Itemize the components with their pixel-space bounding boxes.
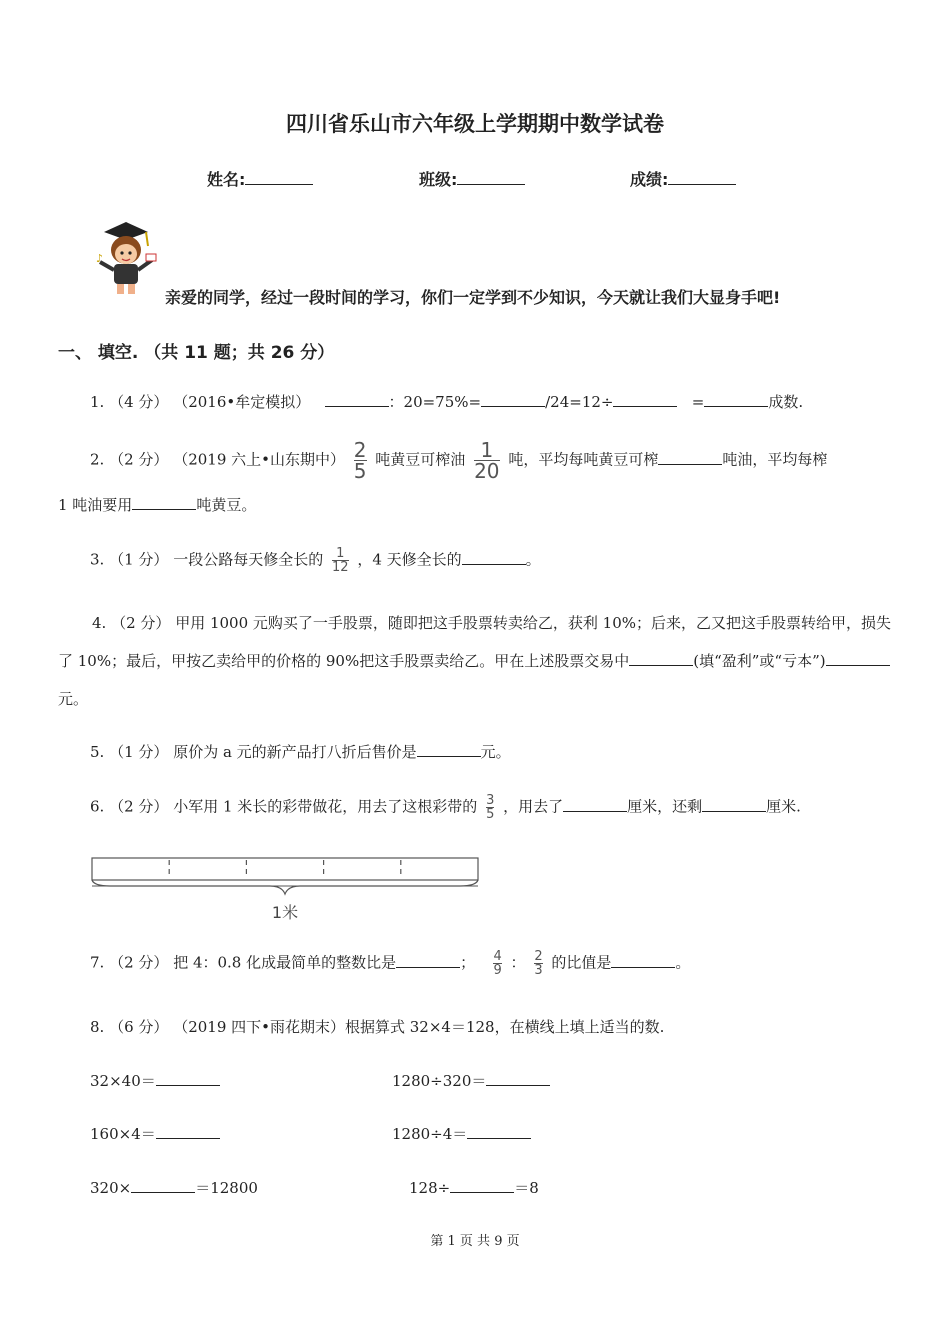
q7-frac2-den: 3 [534, 963, 543, 978]
score-label: 成绩: [630, 170, 669, 189]
q8-row-3a [90, 1178, 258, 1198]
q7-text-3: ： [510, 953, 526, 972]
q3-text-2: ，4 天修全长的 [357, 550, 462, 569]
q5-blank[interactable] [417, 742, 481, 757]
q3-text-3: 。 [525, 550, 541, 569]
q4-text-2: (填“盈利”或“亏本”) [693, 652, 826, 670]
ribbon-bar [92, 858, 478, 880]
q8-r3b-text-2: ＝8 [514, 1179, 539, 1197]
question-8 [90, 1017, 664, 1037]
page-footer: 第 1 页 共 9 页 [430, 1234, 520, 1249]
q1-text-4: 成数. [768, 393, 804, 411]
q8-r3a-text-2: ＝12800 [195, 1179, 258, 1197]
q6-fraction [486, 794, 494, 821]
q6-number: 6. [90, 797, 105, 816]
q1-number: 1. [90, 393, 105, 411]
class-blank[interactable] [457, 170, 525, 185]
q1-blank-1[interactable] [325, 392, 389, 407]
q4-blank-2[interactable] [826, 651, 890, 666]
q5-number: 5. [90, 743, 105, 761]
q7-number: 7. [90, 953, 105, 972]
q2-frac2-num: 1 [480, 438, 494, 462]
q7-frac1-den: 9 [493, 963, 502, 978]
q8-r3a-blank[interactable] [131, 1178, 195, 1193]
q3-fraction [332, 547, 349, 574]
q1-source: （2016•牟定模拟） [173, 393, 311, 411]
q2-text-2: 吨，平均每吨黄豆可榨 [508, 450, 659, 469]
q4-text-1: 甲用 1000 元购买了一手股票，随即把这手股票转卖给乙，获利 10%；后来，乙又把这手股票转给甲，损失了 10%；最后，甲按乙卖给甲的价格的 90%把这手股票卖给乙。甲在上述股票交易中 [58, 614, 892, 670]
q3-text-1: 一段公路每天修全长的 [173, 550, 324, 569]
class-field [419, 167, 525, 190]
q7-frac2-num: 2 [534, 949, 543, 964]
question-6 [90, 794, 801, 821]
q3-frac-den: 12 [331, 560, 349, 575]
q8-r2b-text: 1280÷4＝ [392, 1125, 468, 1143]
q4-blank-1[interactable] [629, 651, 693, 666]
score-blank[interactable] [668, 170, 736, 185]
q1-text-3: = [691, 393, 705, 411]
q1-blank-3[interactable] [613, 392, 677, 407]
q8-row-3b [409, 1178, 539, 1198]
question-4 [58, 604, 894, 718]
q2-number: 2. [90, 450, 105, 469]
q8-r1a-text: 32×40＝ [90, 1072, 156, 1090]
question-2-line-2 [58, 495, 256, 515]
ribbon-diagram [90, 854, 485, 926]
q8-number: 8. [90, 1018, 105, 1036]
score-field [630, 167, 736, 190]
q5-text-2: 元。 [480, 743, 511, 761]
q1-text-1: ：20=75%= [388, 393, 482, 411]
q8-source: （2019 四下•雨花期末） [173, 1018, 345, 1036]
q3-frac-num: 1 [336, 546, 345, 561]
q8-r1b-blank[interactable] [486, 1071, 550, 1086]
q7-points: （2 分） [109, 953, 169, 972]
q6-frac-den: 5 [486, 807, 495, 822]
q6-text-2: ，用去了 [503, 797, 564, 816]
q2-fraction-2 [474, 440, 499, 481]
ribbon-brace [92, 880, 478, 894]
q7-blank-2[interactable] [611, 953, 675, 968]
class-label: 班级: [419, 170, 458, 189]
q2-text-5: 吨黄豆。 [196, 496, 257, 514]
q8-row-2a [90, 1124, 220, 1144]
q2-blank-1[interactable] [658, 450, 722, 465]
q8-row-2b [392, 1124, 531, 1144]
q8-r3b-blank[interactable] [450, 1178, 514, 1193]
name-field [207, 167, 313, 190]
q8-r1a-blank[interactable] [156, 1071, 220, 1086]
q8-r1b-text: 1280÷320＝ [392, 1072, 487, 1090]
scholar-mascot-icon [90, 218, 162, 300]
page-title: 四川省乐山市六年级上学期期中数学试卷 [286, 112, 664, 136]
q7-frac1-num: 4 [493, 949, 502, 964]
question-7 [90, 950, 690, 977]
q6-blank-2[interactable] [702, 797, 766, 812]
q3-number: 3. [90, 550, 105, 569]
q5-text-1: 原价为 a 元的新产品打八折后售价是 [173, 743, 417, 761]
greeting-text: 亲爱的同学，经过一段时间的学习，你们一定学到不少知识，今天就让我们大显身手吧! [165, 288, 781, 307]
q6-text-3: 厘米，还剩 [627, 797, 703, 816]
q2-frac2-den: 20 [474, 459, 500, 483]
q7-fraction-1 [493, 950, 501, 977]
q3-points: （1 分） [109, 550, 169, 569]
svg-text:♪: ♪ [96, 252, 104, 265]
q1-text-2: /24=12÷ [545, 393, 614, 411]
question-1 [90, 392, 803, 412]
q8-row-1a [90, 1071, 220, 1091]
q2-frac1-num: 2 [353, 438, 367, 462]
q2-frac1-den: 5 [353, 459, 367, 483]
name-label: 姓名: [207, 170, 246, 189]
q8-points: （6 分） [109, 1018, 169, 1036]
q8-r2a-text: 160×4＝ [90, 1125, 156, 1143]
q8-r3a-text-1: 320× [90, 1179, 132, 1197]
q4-text-3: 元。 [58, 690, 89, 708]
q8-r3b-text-1: 128÷ [409, 1179, 451, 1197]
q6-frac-num: 3 [486, 793, 495, 808]
q7-text-2: ； [460, 953, 476, 972]
q7-fraction-2 [534, 950, 542, 977]
question-2 [90, 440, 827, 481]
ribbon-label: 1米 [271, 903, 299, 922]
q4-number: 4. [92, 614, 107, 632]
question-3 [90, 547, 541, 574]
q8-r2b-blank[interactable] [467, 1124, 531, 1139]
q7-blank-1[interactable] [396, 953, 460, 968]
q3-blank[interactable] [462, 550, 526, 565]
q6-blank-1[interactable] [563, 797, 627, 812]
q8-r2a-blank[interactable] [156, 1124, 220, 1139]
q2-fraction-1 [354, 440, 367, 481]
name-blank[interactable] [245, 170, 313, 185]
section-heading: 一、 填空. （共 11 题；共 26 分） [58, 343, 335, 363]
q7-text-5: 。 [675, 953, 691, 972]
q6-points: （2 分） [109, 797, 169, 816]
q2-text-1: 吨黄豆可榨油 [375, 450, 466, 469]
q2-blank-2[interactable] [132, 495, 196, 510]
q6-text-4: 厘米. [766, 797, 801, 816]
q2-text-3: 吨油，平均每榨 [722, 450, 828, 469]
q5-points: （1 分） [109, 743, 169, 761]
q8-text-1: 根据算式 32×4＝128，在横线上填上适当的数. [344, 1018, 665, 1036]
question-5 [90, 742, 511, 762]
q2-text-4: 1 吨油要用 [58, 496, 133, 514]
q2-source: （2019 六上•山东期中） [173, 450, 345, 469]
q4-points: （2 分） [111, 614, 171, 632]
q1-blank-2[interactable] [481, 392, 545, 407]
q1-blank-4[interactable] [704, 392, 768, 407]
q8-row-1b [392, 1071, 550, 1091]
q6-text-1: 小军用 1 米长的彩带做花，用去了这根彩带的 [173, 797, 478, 816]
q7-text-1: 把 4：0.8 化成最简单的整数比是 [173, 953, 397, 972]
q1-points: （4 分） [109, 393, 169, 411]
q7-text-4: 的比值是 [551, 953, 612, 972]
q2-points: （2 分） [109, 450, 169, 469]
